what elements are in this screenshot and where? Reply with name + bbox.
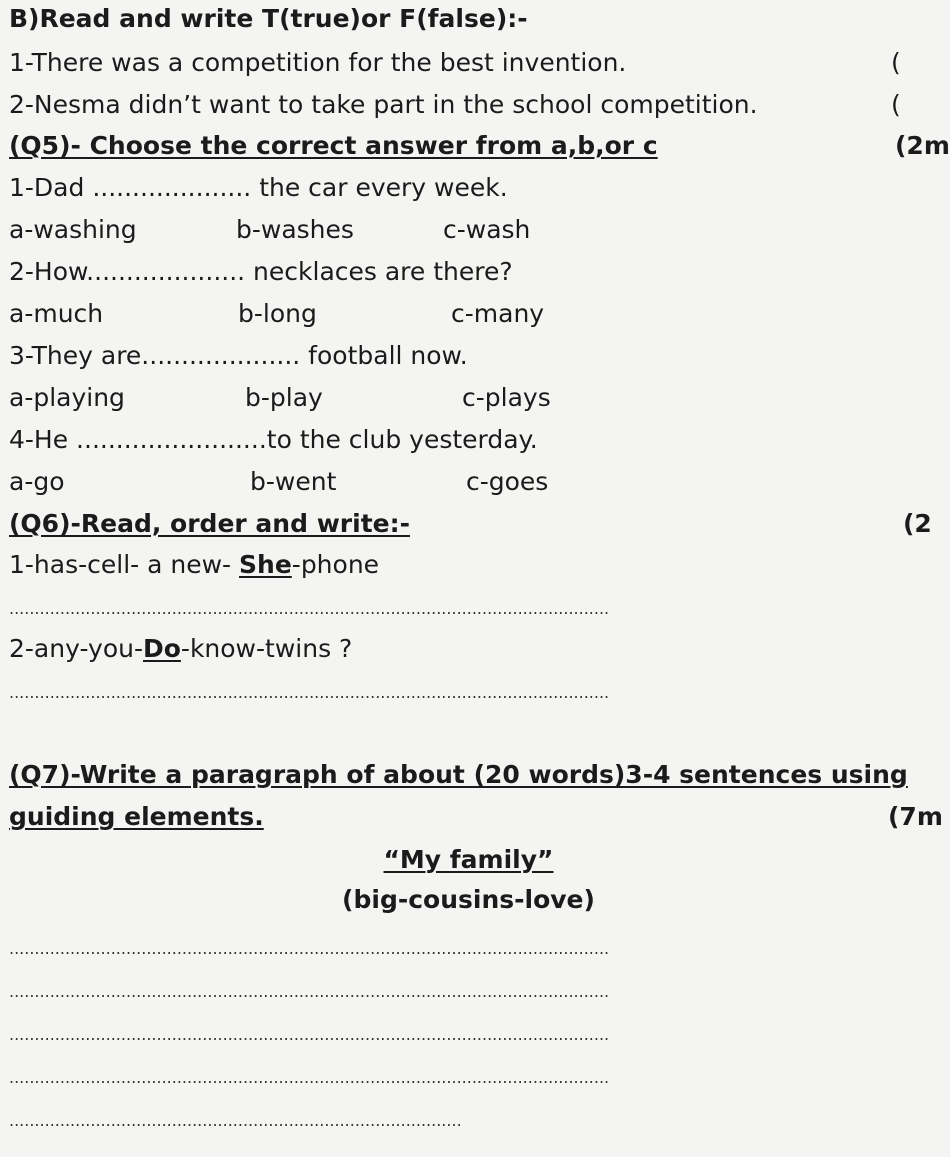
q5-question-4: 4-He ........................to the club yesterday. <box>9 425 538 454</box>
q7-answer-line-5[interactable]: ......................................................................................... <box>9 1111 462 1130</box>
q5-marks: (2m <box>895 131 950 160</box>
q7-heading-line-2: guiding elements. <box>9 802 264 831</box>
q5-q2-option-c[interactable]: c-many <box>451 299 545 328</box>
q6-item-2 <box>9 634 352 664</box>
q6-item-2-after: -know-twins ? <box>180 634 353 663</box>
q5-q2-option-b[interactable]: b-long <box>238 299 317 328</box>
q7-title-text: “My family” <box>383 845 554 874</box>
section-b-heading: B)Read and write T(true)or F(false):- <box>9 4 528 33</box>
q6-item-2-keyword: Do <box>142 634 181 663</box>
q7-heading-line-1: (Q7)-Write a paragraph of about (20 words)3-4 sentences using <box>9 760 908 789</box>
q7-answer-line-1[interactable]: ...................................................................................................................... <box>9 939 610 958</box>
q5-q3-option-a[interactable]: a-playing <box>9 383 125 412</box>
q7-marks: (7m <box>888 802 943 831</box>
tf-answer-bracket-2[interactable]: ( <box>891 90 901 119</box>
q5-q4-option-b[interactable]: b-went <box>250 467 337 496</box>
q5-q3-option-c[interactable]: c-plays <box>462 383 551 412</box>
q6-answer-line-1[interactable]: ...................................................................................................................... <box>9 599 610 618</box>
q5-question-2: 2-How.................... necklaces are there? <box>9 257 513 286</box>
q6-item-2-before: 2-any-you- <box>9 634 143 663</box>
q6-heading: (Q6)-Read, order and write:- <box>9 509 410 538</box>
q5-heading: (Q5)- Choose the correct answer from a,b,or c <box>9 131 658 160</box>
q7-answer-line-4[interactable]: ...................................................................................................................... <box>9 1068 610 1087</box>
q6-answer-line-2[interactable]: ...................................................................................................................... <box>9 683 610 702</box>
q6-marks: (2 <box>903 509 932 538</box>
q5-q4-option-c[interactable]: c-goes <box>466 467 549 496</box>
q6-item-1-before: 1-has-cell- a new- <box>9 550 240 579</box>
q5-q1-option-a[interactable]: a-washing <box>9 215 137 244</box>
q5-q4-option-a[interactable]: a-go <box>9 467 65 496</box>
q5-q1-option-c[interactable]: c-wash <box>443 215 531 244</box>
q7-answer-line-3[interactable]: ...................................................................................................................... <box>9 1025 610 1044</box>
q6-item-1 <box>9 550 379 580</box>
q7-hints: (big-cousins-love) <box>342 885 595 914</box>
q7-title <box>0 845 937 875</box>
q7-answer-line-2[interactable]: ...................................................................................................................... <box>9 982 610 1001</box>
q5-question-3: 3-They are.................... football now. <box>9 341 468 370</box>
tf-item-1: 1-There was a competition for the best invention. <box>9 48 627 77</box>
q5-q1-option-b[interactable]: b-washes <box>236 215 354 244</box>
tf-item-2: 2-Nesma didn’t want to take part in the school competition. <box>9 90 758 119</box>
q5-q2-option-a[interactable]: a-much <box>9 299 104 328</box>
q6-item-1-after: -phone <box>291 550 380 579</box>
tf-answer-bracket-1[interactable]: ( <box>891 48 901 77</box>
q6-item-1-keyword: She <box>239 550 292 579</box>
q5-q3-option-b[interactable]: b-play <box>245 383 323 412</box>
q5-question-1: 1-Dad .................... the car every week. <box>9 173 508 202</box>
